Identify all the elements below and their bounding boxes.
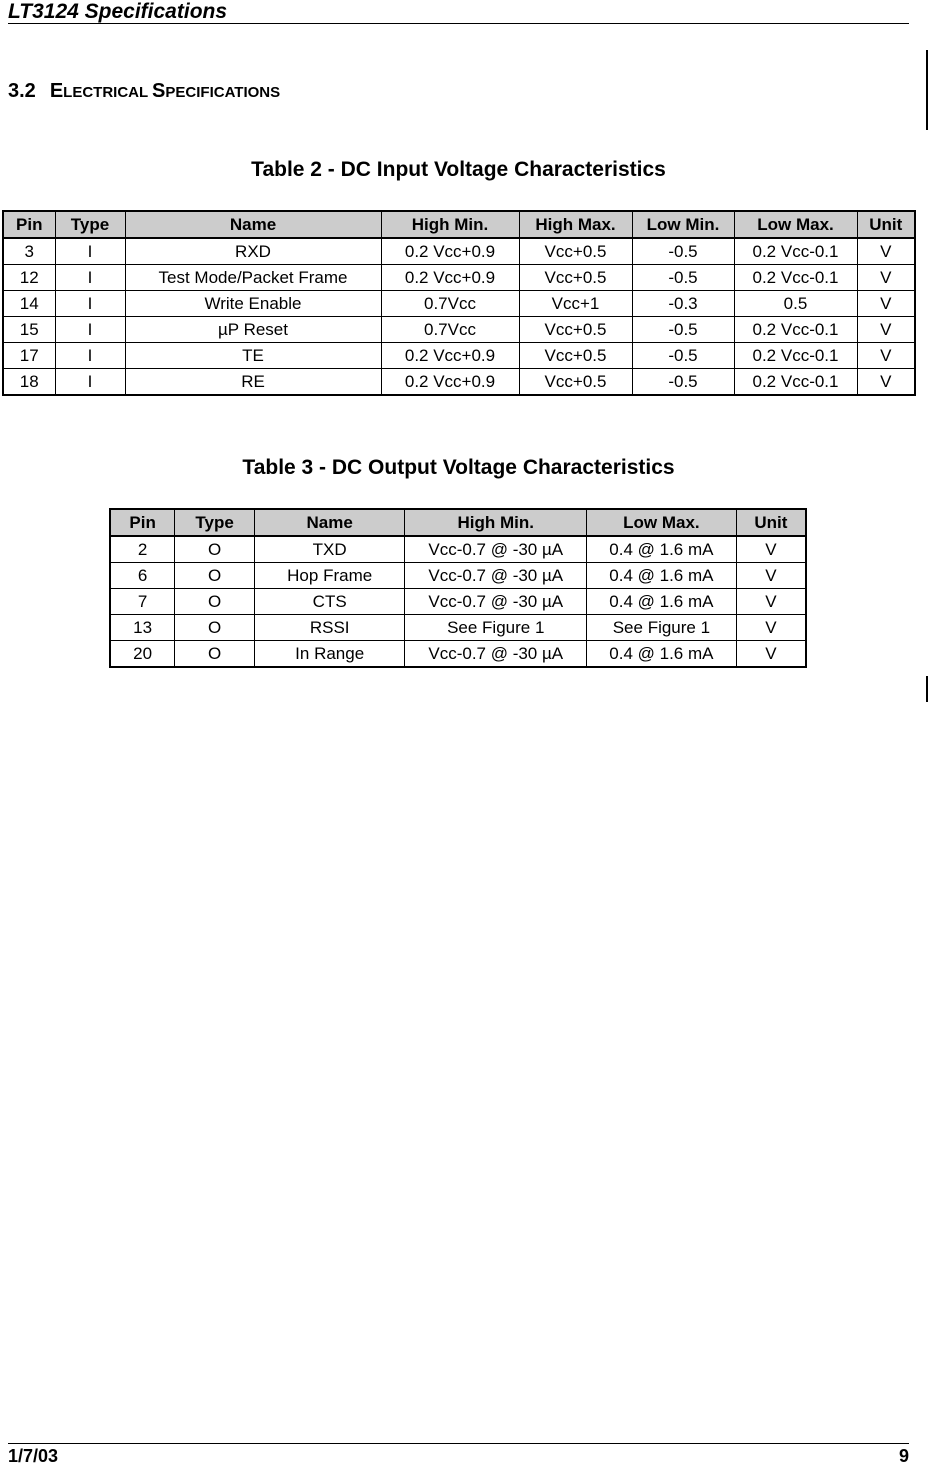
table-row — [110, 589, 806, 615]
table-cell: 0.2 Vcc+0.9 — [381, 238, 519, 265]
table-cell: I — [55, 238, 125, 265]
header-rule — [8, 23, 909, 24]
table-cell: I — [55, 343, 125, 369]
table-cell: Vcc-0.7 @ -30 µA — [405, 641, 587, 668]
table3-caption: Table 3 - DC Output Voltage Characteristics — [242, 456, 675, 479]
column-header: Name — [125, 211, 381, 238]
table-cell: 14 — [3, 291, 55, 317]
table-cell: 0.2 Vcc-0.1 — [734, 317, 857, 343]
table-cell: 0.2 Vcc+0.9 — [381, 343, 519, 369]
table-row — [3, 291, 915, 317]
table-cell: 0.4 @ 1.6 mA — [587, 563, 737, 589]
dc-output-voltage-table — [109, 508, 807, 668]
column-header: Type — [175, 509, 255, 536]
table-cell: O — [175, 641, 255, 668]
table-cell: O — [175, 589, 255, 615]
footer-rule — [8, 1443, 909, 1444]
table-cell: 12 — [3, 265, 55, 291]
table-cell: -0.3 — [632, 291, 734, 317]
table-cell: Vcc+1 — [519, 291, 632, 317]
table-cell: -0.5 — [632, 265, 734, 291]
dc-input-voltage-table — [2, 210, 916, 396]
table-cell: I — [55, 369, 125, 396]
table-cell: V — [857, 238, 915, 265]
table-cell: V — [736, 615, 806, 641]
table2-caption: Table 2 - DC Input Voltage Characteristics — [251, 158, 666, 181]
column-header: Unit — [736, 509, 806, 536]
table-cell: Test Mode/Packet Frame — [125, 265, 381, 291]
column-header: Pin — [3, 211, 55, 238]
column-header: Pin — [110, 509, 175, 536]
column-header: Low Min. — [632, 211, 734, 238]
page-number: 9 — [898, 1446, 909, 1466]
table-cell: 7 — [110, 589, 175, 615]
table-cell: 0.2 Vcc-0.1 — [734, 369, 857, 396]
table-cell: -0.5 — [632, 238, 734, 265]
column-header: Low Max. — [587, 509, 737, 536]
table-cell: 13 — [110, 615, 175, 641]
table-cell: 0.2 Vcc-0.1 — [734, 238, 857, 265]
table-cell: Hop Frame — [254, 563, 404, 589]
page-header-title: LT3124 Specifications — [8, 0, 228, 23]
table-cell: See Figure 1 — [587, 615, 737, 641]
table-header-row — [3, 211, 915, 238]
table-cell: V — [857, 291, 915, 317]
table-cell: 0.2 Vcc+0.9 — [381, 265, 519, 291]
section-number: 3.2 — [8, 80, 36, 102]
table-cell: Vcc+0.5 — [519, 317, 632, 343]
table-cell: RE — [125, 369, 381, 396]
section-title-rest: PECIFICATIONS — [165, 84, 281, 101]
table-row — [3, 343, 915, 369]
table-cell: 3 — [3, 238, 55, 265]
change-bar — [926, 50, 928, 130]
table-cell: 0.7Vcc — [381, 317, 519, 343]
table-row — [3, 369, 915, 396]
table-row — [110, 536, 806, 563]
table-cell: Vcc+0.5 — [519, 265, 632, 291]
section-title-rest: LECTRICAL — [63, 84, 153, 101]
table-cell: µP Reset — [125, 317, 381, 343]
table-cell: I — [55, 317, 125, 343]
table-row — [110, 615, 806, 641]
column-header: Type — [55, 211, 125, 238]
table-cell: I — [55, 265, 125, 291]
table-cell: 2 — [110, 536, 175, 563]
table-cell: 6 — [110, 563, 175, 589]
table-cell: Vcc-0.7 @ -30 µA — [405, 563, 587, 589]
section-heading — [8, 80, 280, 103]
table-row — [3, 238, 915, 265]
table-cell: 0.4 @ 1.6 mA — [587, 641, 737, 668]
table-cell: V — [857, 265, 915, 291]
table-header-row — [110, 509, 806, 536]
table-cell: 0.4 @ 1.6 mA — [587, 589, 737, 615]
table-cell: -0.5 — [632, 343, 734, 369]
table-cell: V — [736, 536, 806, 563]
table-row — [110, 641, 806, 668]
column-header: Low Max. — [734, 211, 857, 238]
column-header: High Max. — [519, 211, 632, 238]
table-cell: -0.5 — [632, 317, 734, 343]
column-header: Unit — [857, 211, 915, 238]
column-header: High Min. — [381, 211, 519, 238]
table-cell: In Range — [254, 641, 404, 668]
table-cell: 15 — [3, 317, 55, 343]
table-cell: Vcc+0.5 — [519, 238, 632, 265]
table-cell: 0.2 Vcc-0.1 — [734, 343, 857, 369]
footer-date: 1/7/03 — [8, 1446, 59, 1466]
change-bar — [926, 676, 928, 702]
table-cell: CTS — [254, 589, 404, 615]
table-cell: I — [55, 291, 125, 317]
section-title-initial: S — [152, 80, 166, 102]
table-cell: V — [736, 563, 806, 589]
table-cell: O — [175, 563, 255, 589]
table-cell: 0.2 Vcc-0.1 — [734, 265, 857, 291]
table-cell: O — [175, 615, 255, 641]
table-cell: Write Enable — [125, 291, 381, 317]
table-cell: 17 — [3, 343, 55, 369]
table-cell: V — [736, 589, 806, 615]
table-cell: V — [857, 317, 915, 343]
table-row — [3, 265, 915, 291]
table-cell: Vcc+0.5 — [519, 369, 632, 396]
table-cell: TE — [125, 343, 381, 369]
table-cell: TXD — [254, 536, 404, 563]
table-cell: RXD — [125, 238, 381, 265]
table-cell: See Figure 1 — [405, 615, 587, 641]
table-cell: Vcc+0.5 — [519, 343, 632, 369]
column-header: High Min. — [405, 509, 587, 536]
table-cell: 0.7Vcc — [381, 291, 519, 317]
table-row — [3, 317, 915, 343]
table-cell: 0.4 @ 1.6 mA — [587, 536, 737, 563]
table-cell: V — [857, 369, 915, 396]
table-cell: Vcc-0.7 @ -30 µA — [405, 589, 587, 615]
table-cell: 0.5 — [734, 291, 857, 317]
table-cell: O — [175, 536, 255, 563]
column-header: Name — [254, 509, 404, 536]
table-cell: 18 — [3, 369, 55, 396]
table-cell: 20 — [110, 641, 175, 668]
table-row — [110, 563, 806, 589]
table-cell: V — [857, 343, 915, 369]
table-cell: 0.2 Vcc+0.9 — [381, 369, 519, 396]
section-title-initial: E — [49, 80, 64, 102]
table-cell: -0.5 — [632, 369, 734, 396]
table-cell: Vcc-0.7 @ -30 µA — [405, 536, 587, 563]
table-cell: RSSI — [254, 615, 404, 641]
table-cell: V — [736, 641, 806, 668]
